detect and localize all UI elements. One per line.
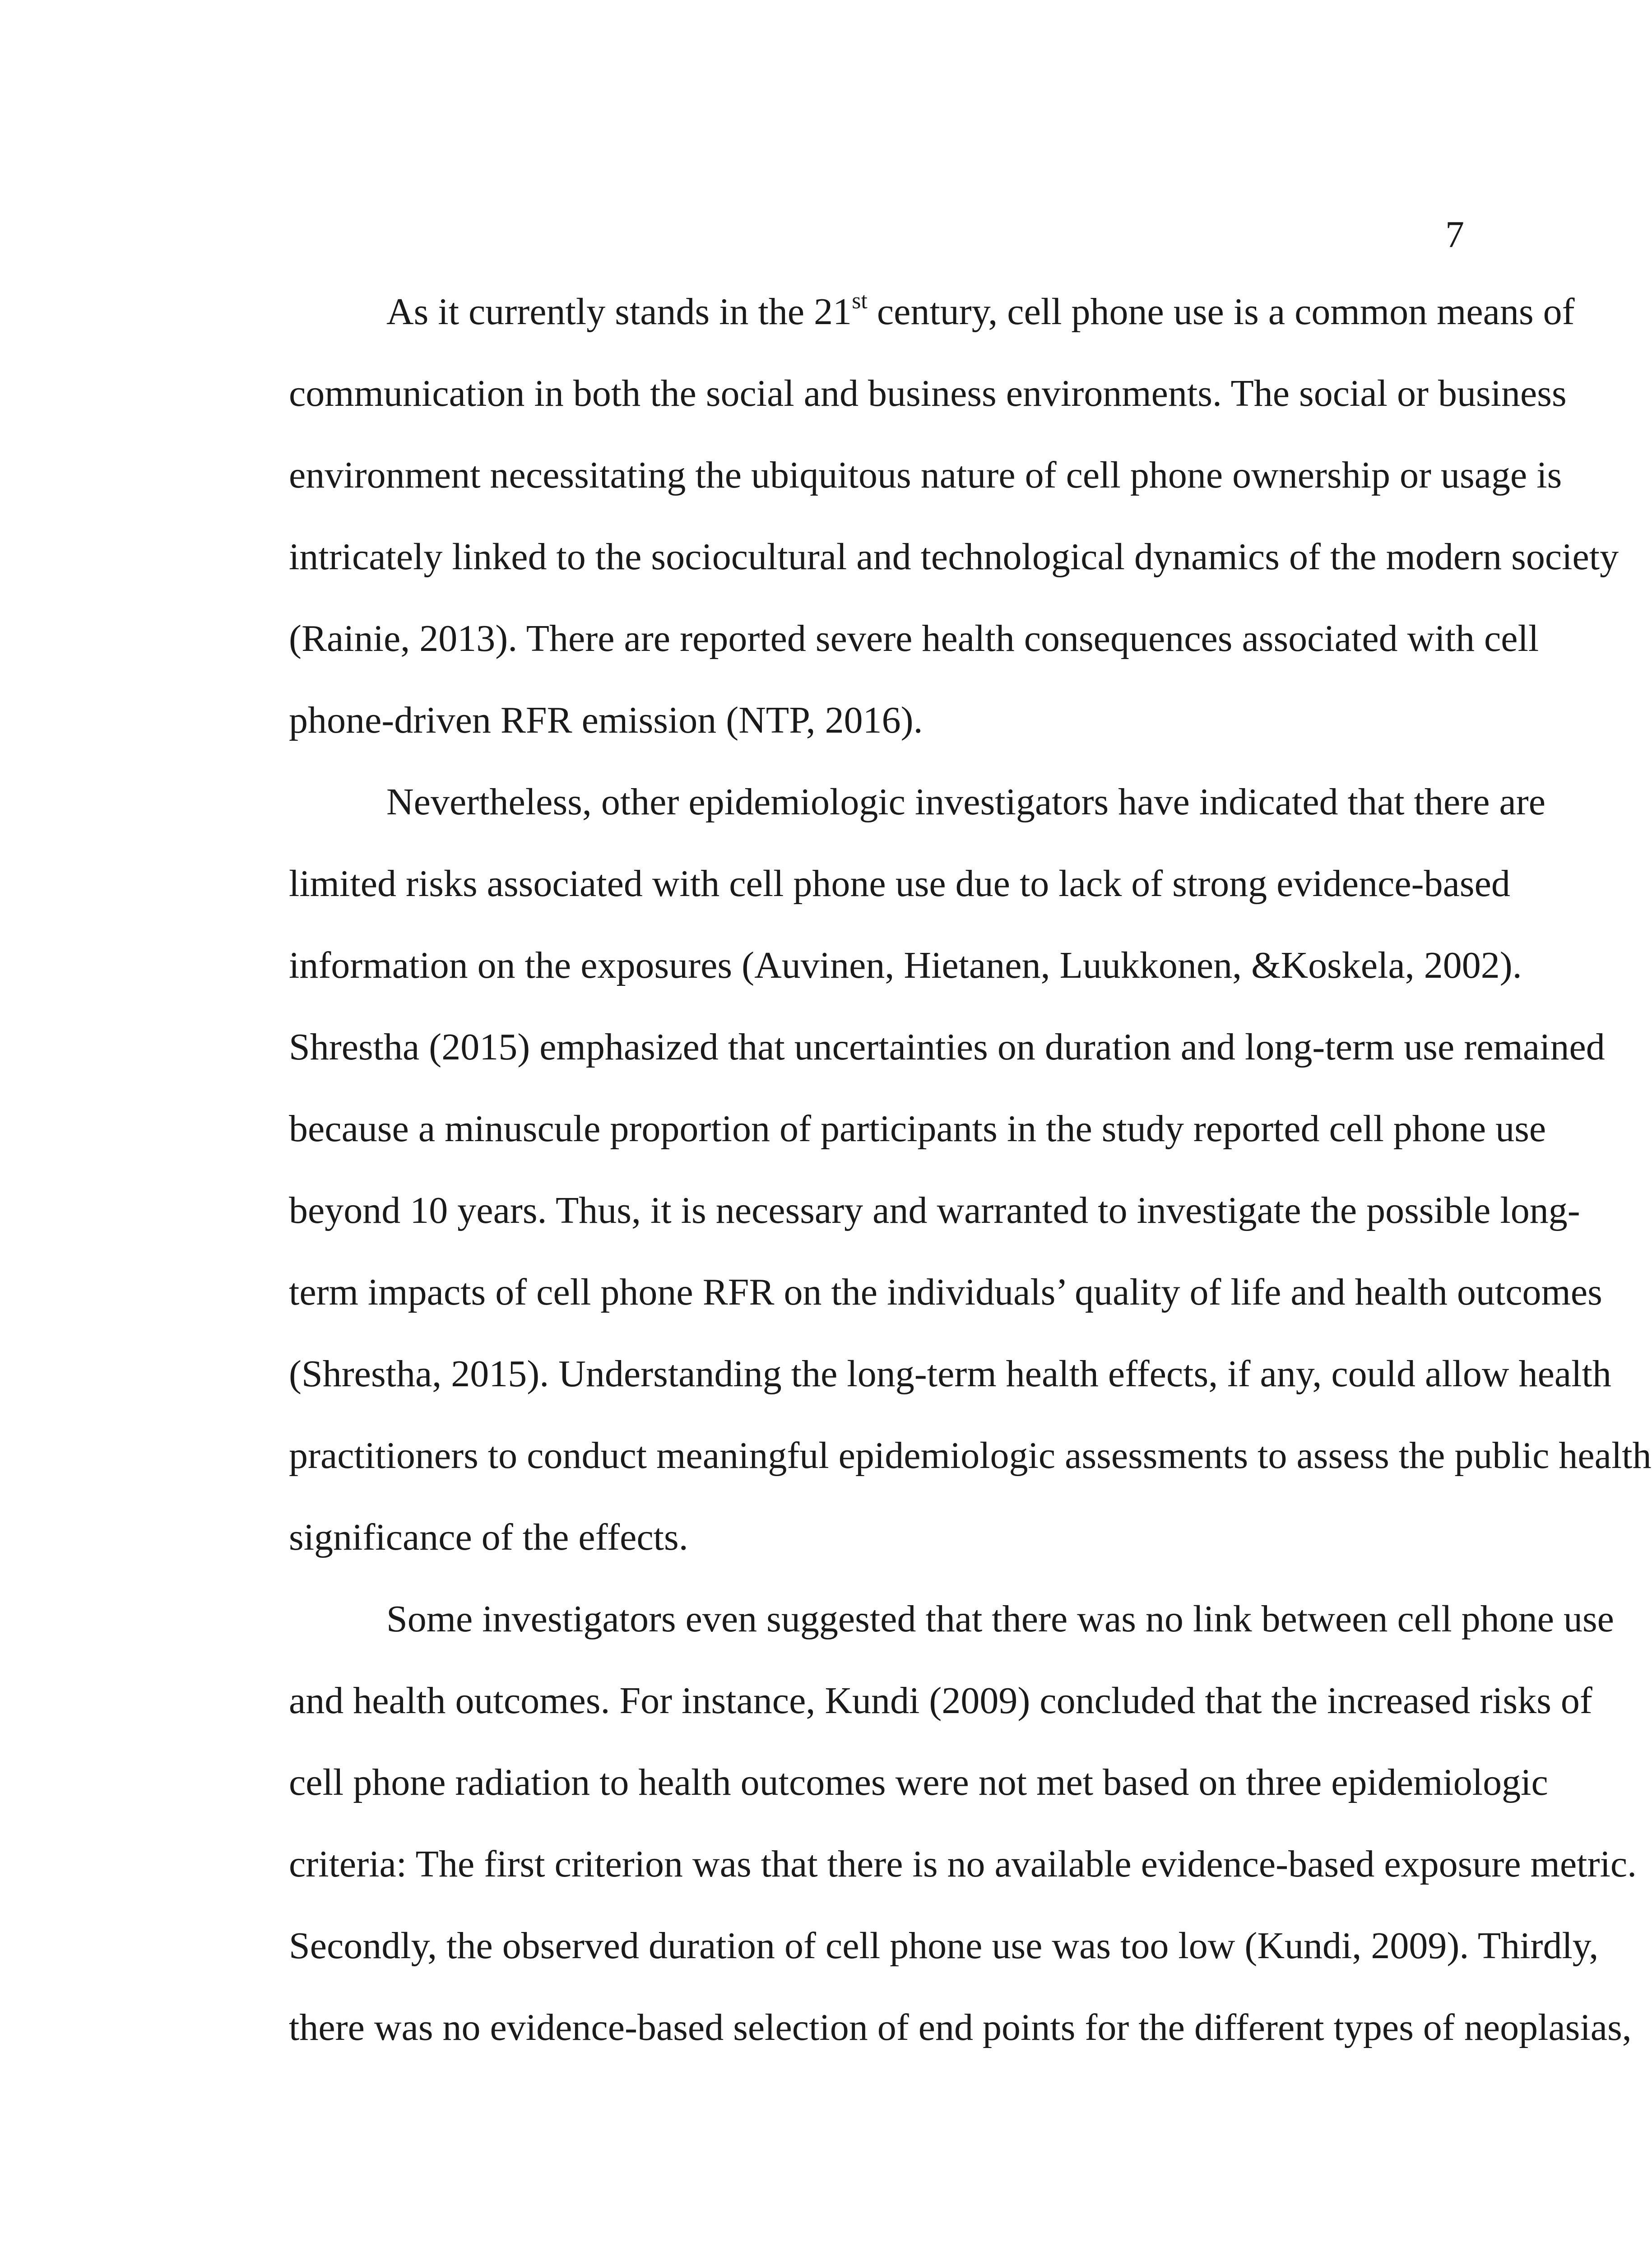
paragraph-1 — [289, 271, 1619, 761]
paragraph-line: practitioners to conduct meaningful epidemiologic assessments to assess the public health — [289, 1435, 1652, 1477]
paragraph-line — [289, 271, 1575, 353]
paragraph-line: (Rainie, 2013). There are reported severe health consequences associated with cell — [289, 618, 1539, 659]
paragraph-line: limited risks associated with cell phone use due to lack of strong evidence-based — [289, 863, 1510, 905]
paragraph-line: criteria: The first criterion was that there is no available evidence-based exposure metric. — [289, 1843, 1637, 1885]
paragraph-line: Shrestha (2015) emphasized that uncertainties on duration and long-term use remained — [289, 1026, 1605, 1068]
body-text — [289, 271, 1652, 2068]
paragraph-line: Nevertheless, other epidemiologic investigators have indicated that there are — [386, 781, 1546, 823]
paragraph-2 — [289, 761, 1652, 1578]
paragraph-line: Secondly, the observed duration of cell phone use was too low (Kundi, 2009). Thirdly, — [289, 1925, 1599, 1967]
paragraph-3 — [289, 1578, 1637, 2068]
paragraph-line: phone-driven RFR emission (NTP, 2016). — [289, 699, 923, 741]
paragraph-line: communication in both the social and business environments. The social or business — [289, 372, 1567, 414]
paragraph-line: beyond 10 years. Thus, it is necessary and warranted to investigate the possible long- — [289, 1189, 1580, 1231]
paragraph-line: (Shrestha, 2015). Understanding the long-term health effects, if any, could allow health — [289, 1353, 1611, 1395]
paragraph-line: Some investigators even suggested that there was no link between cell phone use — [386, 1598, 1614, 1640]
paragraph-line: there was no evidence-based selection of end points for the different types of neoplasias, — [289, 2006, 1632, 2048]
line-text: As it currently stands in the 21 — [386, 291, 852, 333]
paragraph-line: information on the exposures (Auvinen, Hietanen, Luukkonen, &Koskela, 2002). — [289, 944, 1522, 986]
paragraph-line: and health outcomes. For instance, Kundi (2009) concluded that the increased risks of — [289, 1680, 1592, 1722]
paragraph-line: intricately linked to the sociocultural and technological dynamics of the modern society — [289, 536, 1619, 578]
paragraph-line: cell phone radiation to health outcomes were not met based on three epidemiologic — [289, 1761, 1548, 1803]
line-text: century, cell phone use is a common means of — [867, 291, 1575, 333]
paragraph-line: significance of the effects. — [289, 1516, 688, 1558]
superscript-ordinal: st — [852, 288, 868, 314]
paragraph-line: because a minuscule proportion of participants in the study reported cell phone use — [289, 1108, 1546, 1150]
page-number: 7 — [1445, 214, 1464, 255]
paragraph-line: term impacts of cell phone RFR on the individuals’ quality of life and health outcomes — [289, 1271, 1602, 1313]
paragraph-line: environment necessitating the ubiquitous nature of cell phone ownership or usage is — [289, 454, 1562, 496]
